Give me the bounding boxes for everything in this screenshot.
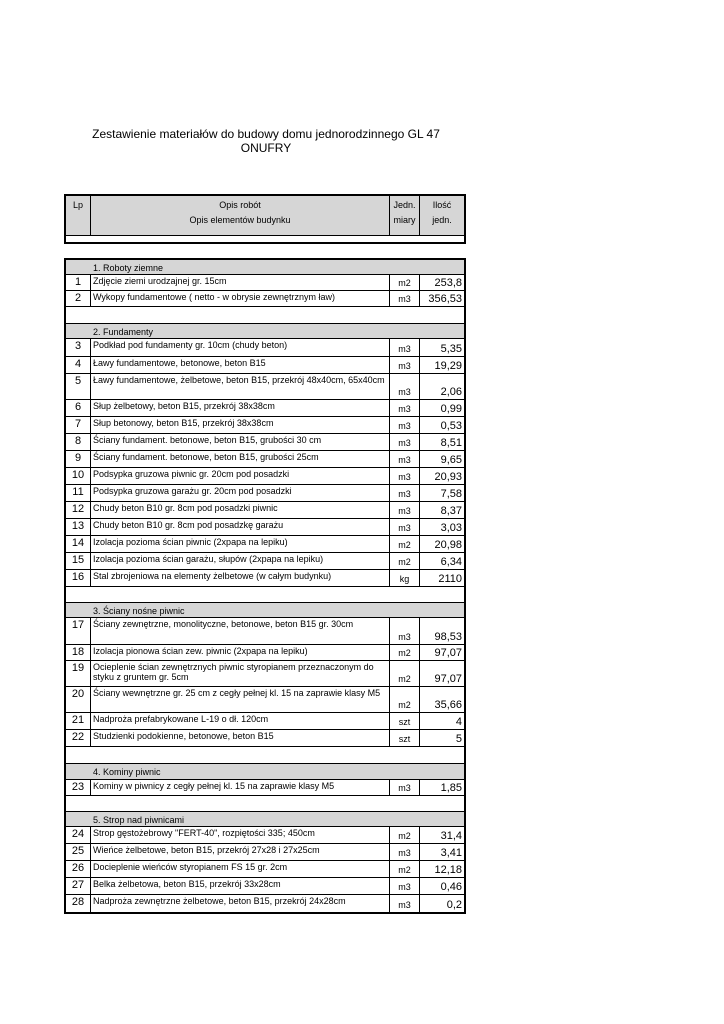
table-row: [66, 780, 464, 796]
section-header-row: [66, 324, 464, 339]
section-title: 1. Roboty ziemne: [93, 263, 164, 273]
table-row: [66, 275, 464, 291]
unit-cell: m3: [390, 519, 420, 535]
table-row: [66, 502, 464, 519]
unit-cell: m3: [390, 339, 420, 356]
lp-cell: 6: [66, 400, 91, 416]
table-row: [66, 827, 464, 844]
unit-cell: m3: [390, 291, 420, 306]
lp-cell: 4: [66, 357, 91, 373]
lp-cell: 1: [66, 275, 91, 290]
section-header-row: [66, 764, 464, 780]
lp-cell: 13: [66, 519, 91, 535]
description-cell: Zdjęcie ziemi urodzajnej gr. 15cm: [91, 275, 390, 290]
description-cell: Studzienki podokienne, betonowe, beton B15: [91, 730, 390, 746]
quantity-cell: 2,06: [440, 386, 462, 398]
unit-cell: m3: [390, 374, 420, 399]
description-cell: Izolacja pozioma ścian garażu, słupów (2xpapa na lepiku): [91, 553, 390, 569]
table-row: [66, 713, 464, 730]
table-header: [64, 194, 466, 244]
section-title: 2. Fundamenty: [93, 327, 154, 337]
quantity-cell: 31,4: [440, 830, 462, 842]
spacer-row: [66, 796, 464, 812]
lp-cell: 22: [66, 730, 91, 746]
description-cell: Stal zbrojeniowa na elementy żelbetowe (w całym budynku): [91, 570, 390, 586]
quantity-cell: 8,37: [440, 505, 462, 517]
quantity-cell: 5: [455, 733, 462, 745]
unit-cell: m3: [390, 357, 420, 373]
spacer-row: [66, 307, 464, 324]
unit-cell: m3: [390, 780, 420, 795]
lp-cell: 15: [66, 553, 91, 569]
unit-cell: m3: [390, 502, 420, 518]
description-cell: Belka żelbetowa, beton B15, przekrój 33x28cm: [91, 878, 390, 894]
lp-cell: 11: [66, 485, 91, 501]
table-row: [66, 485, 464, 502]
unit-cell: m3: [390, 451, 420, 467]
description-cell: Ściany wewnętrzne gr. 25 cm z cegły pełnej kl. 15 na zaprawie klasy M5: [91, 687, 390, 712]
description-cell: Ławy fundamentowe, betonowe, beton B15: [91, 357, 390, 373]
quantity-cell: 7,58: [440, 488, 462, 500]
lp-cell: 2: [66, 291, 91, 306]
table-row: [66, 645, 464, 661]
description-cell: Kominy w piwnicy z cegły pełnej kl. 15 na zaprawie klasy M5: [91, 780, 390, 795]
quantity-cell: 35,66: [434, 699, 462, 711]
quantity-cell: 356,53: [428, 293, 462, 305]
unit-cell: m2: [390, 827, 420, 843]
unit-cell: m3: [390, 878, 420, 894]
quantity-cell: 0,99: [440, 403, 462, 415]
unit-cell: m3: [390, 895, 420, 912]
unit-cell: m2: [390, 661, 420, 686]
description-cell: Izolacja pozioma ścian piwnic (2xpapa na lepiku): [91, 536, 390, 552]
quantity-cell: 98,53: [434, 631, 462, 643]
unit-cell: m2: [390, 861, 420, 877]
lp-cell: 8: [66, 434, 91, 450]
table-row: [66, 519, 464, 536]
unit-cell: m3: [390, 468, 420, 484]
lp-cell: 27: [66, 878, 91, 894]
table-row: [66, 400, 464, 417]
table-row: [66, 730, 464, 747]
lp-cell: 16: [66, 570, 91, 586]
spacer-row: [66, 747, 464, 764]
description-cell: Słup żelbetowy, beton B15, przekrój 38x38cm: [91, 400, 390, 416]
table-row: [66, 861, 464, 878]
header-opis-line2: Opis elementów budynku: [189, 215, 291, 225]
lp-cell: 10: [66, 468, 91, 484]
quantity-cell: 9,65: [440, 454, 462, 466]
table-row: [66, 434, 464, 451]
table-row: [66, 451, 464, 468]
description-cell: Ocieplenie ścian zewnętrznych piwnic styropianem przeznaczonym do styku z gruntem gr. 5cm: [91, 661, 390, 686]
table-row: [66, 661, 464, 687]
materials-table: [64, 258, 466, 914]
header-lp: Lp: [66, 196, 91, 242]
lp-cell: 17: [66, 618, 91, 644]
quantity-cell: 2110: [438, 573, 462, 585]
unit-cell: m3: [390, 417, 420, 433]
table-row: [66, 895, 464, 912]
description-cell: Izolacja pionowa ścian zew. piwnic (2xpapa na lepiku): [91, 645, 390, 660]
description-cell: Ściany zewnętrzne, monolityczne, betonowe, beton B15 gr. 30cm: [91, 618, 390, 644]
unit-cell: kg: [390, 570, 420, 586]
lp-cell: 28: [66, 895, 91, 912]
unit-cell: m2: [390, 536, 420, 552]
table-row: [66, 570, 464, 587]
lp-cell: 19: [66, 661, 91, 686]
unit-cell: m2: [390, 645, 420, 660]
lp-cell: 21: [66, 713, 91, 729]
quantity-cell: 8,51: [440, 437, 462, 449]
description-cell: Docieplenie wieńców styropianem FS 15 gr. 2cm: [91, 861, 390, 877]
quantity-cell: 20,98: [434, 539, 462, 551]
quantity-cell: 4: [455, 716, 462, 728]
section-header-row: [66, 603, 464, 618]
lp-cell: 24: [66, 827, 91, 843]
table-row: [66, 536, 464, 553]
section-title: 3. Ściany nośne piwnic: [93, 606, 185, 616]
header-ilosc-line1: Ilość: [432, 200, 452, 210]
quantity-cell: 3,41: [440, 847, 462, 859]
description-cell: Chudy beton B10 gr. 8cm pod posadzki piwnic: [91, 502, 390, 518]
quantity-cell: 97,07: [434, 673, 462, 685]
description-cell: Wykopy fundamentowe ( netto - w obrysie zewnętrznym ław): [91, 291, 390, 306]
header-bottom-strip: [66, 235, 464, 242]
section-header-row: [66, 812, 464, 827]
description-cell: Ściany fundament. betonowe, beton B15, grubości 25cm: [91, 451, 390, 467]
section-header-row: [66, 260, 464, 275]
unit-cell: m2: [390, 275, 420, 290]
quantity-cell: 6,34: [440, 556, 462, 568]
quantity-cell: 0,53: [440, 420, 462, 432]
table-row: [66, 468, 464, 485]
section-title: 5. Strop nad piwnicami: [93, 815, 185, 825]
description-cell: Ściany fundament. betonowe, beton B15, grubości 30 cm: [91, 434, 390, 450]
description-cell: Słup betonowy, beton B15, przekrój 38x38cm: [91, 417, 390, 433]
description-cell: Podsypka gruzowa garażu gr. 20cm pod posadzki: [91, 485, 390, 501]
table-row: [66, 417, 464, 434]
quantity-cell: 1,85: [440, 782, 462, 794]
description-cell: Podkład pod fundamenty gr. 10cm (chudy beton): [91, 339, 390, 356]
table-row: [66, 291, 464, 307]
header-opis-line1: Opis robót: [219, 200, 261, 210]
lp-cell: 25: [66, 844, 91, 860]
lp-cell: 26: [66, 861, 91, 877]
description-cell: Nadproża zewnętrzne żelbetowe, beton B15, przekrój 24x28cm: [91, 895, 390, 912]
lp-cell: 3: [66, 339, 91, 356]
table-row: [66, 844, 464, 861]
quantity-cell: 97,07: [434, 647, 462, 659]
table-row: [66, 878, 464, 895]
unit-cell: m2: [390, 687, 420, 712]
description-cell: Ławy fundamentowe, żelbetowe, beton B15, przekrój 48x40cm, 65x40cm: [91, 374, 390, 399]
header-jedn-line1: Jedn.: [393, 200, 416, 210]
lp-cell: 18: [66, 645, 91, 660]
spacer-row: [66, 587, 464, 603]
lp-cell: 20: [66, 687, 91, 712]
description-cell: Nadproża prefabrykowane L-19 o dł. 120cm: [91, 713, 390, 729]
description-cell: Strop gęstożebrowy "FERT-40", rozpiętości 335; 450cm: [91, 827, 390, 843]
unit-cell: m3: [390, 844, 420, 860]
table-row: [66, 553, 464, 570]
unit-cell: m3: [390, 485, 420, 501]
quantity-cell: 5,35: [440, 343, 462, 355]
lp-cell: 5: [66, 374, 91, 399]
unit-cell: m3: [390, 400, 420, 416]
title-line-1: Zestawienie materiałów do budowy domu jednorodzinnego GL 47: [92, 127, 440, 141]
unit-cell: szt: [390, 730, 420, 746]
quantity-cell: 0,2: [446, 899, 462, 911]
description-cell: Wieńce żelbetowe, beton B15, przekrój 27x28 i 27x25cm: [91, 844, 390, 860]
lp-cell: 12: [66, 502, 91, 518]
section-title: 4. Kominy piwnic: [93, 767, 161, 777]
quantity-cell: 12,18: [434, 864, 462, 876]
quantity-cell: 253,8: [434, 277, 462, 289]
quantity-cell: 19,29: [434, 360, 462, 372]
unit-cell: m3: [390, 618, 420, 644]
unit-cell: m3: [390, 434, 420, 450]
unit-cell: m2: [390, 553, 420, 569]
quantity-cell: 20,93: [434, 471, 462, 483]
header-jedn-line2: miary: [393, 215, 416, 225]
table-row: [66, 357, 464, 374]
header-ilosc-line2: jedn.: [432, 215, 452, 225]
description-cell: Chudy beton B10 gr. 8cm pod posadzkę garażu: [91, 519, 390, 535]
lp-cell: 9: [66, 451, 91, 467]
lp-cell: 14: [66, 536, 91, 552]
unit-cell: szt: [390, 713, 420, 729]
table-row: [66, 374, 464, 400]
title-line-2: ONUFRY: [240, 141, 292, 155]
table-row: [66, 618, 464, 645]
lp-cell: 23: [66, 780, 91, 795]
quantity-cell: 3,03: [440, 522, 462, 534]
lp-cell: 7: [66, 417, 91, 433]
description-cell: Podsypka gruzowa piwnic gr. 20cm pod posadzki: [91, 468, 390, 484]
table-row: [66, 339, 464, 357]
document-title: [60, 127, 472, 155]
table-row: [66, 687, 464, 713]
quantity-cell: 0,46: [440, 881, 462, 893]
